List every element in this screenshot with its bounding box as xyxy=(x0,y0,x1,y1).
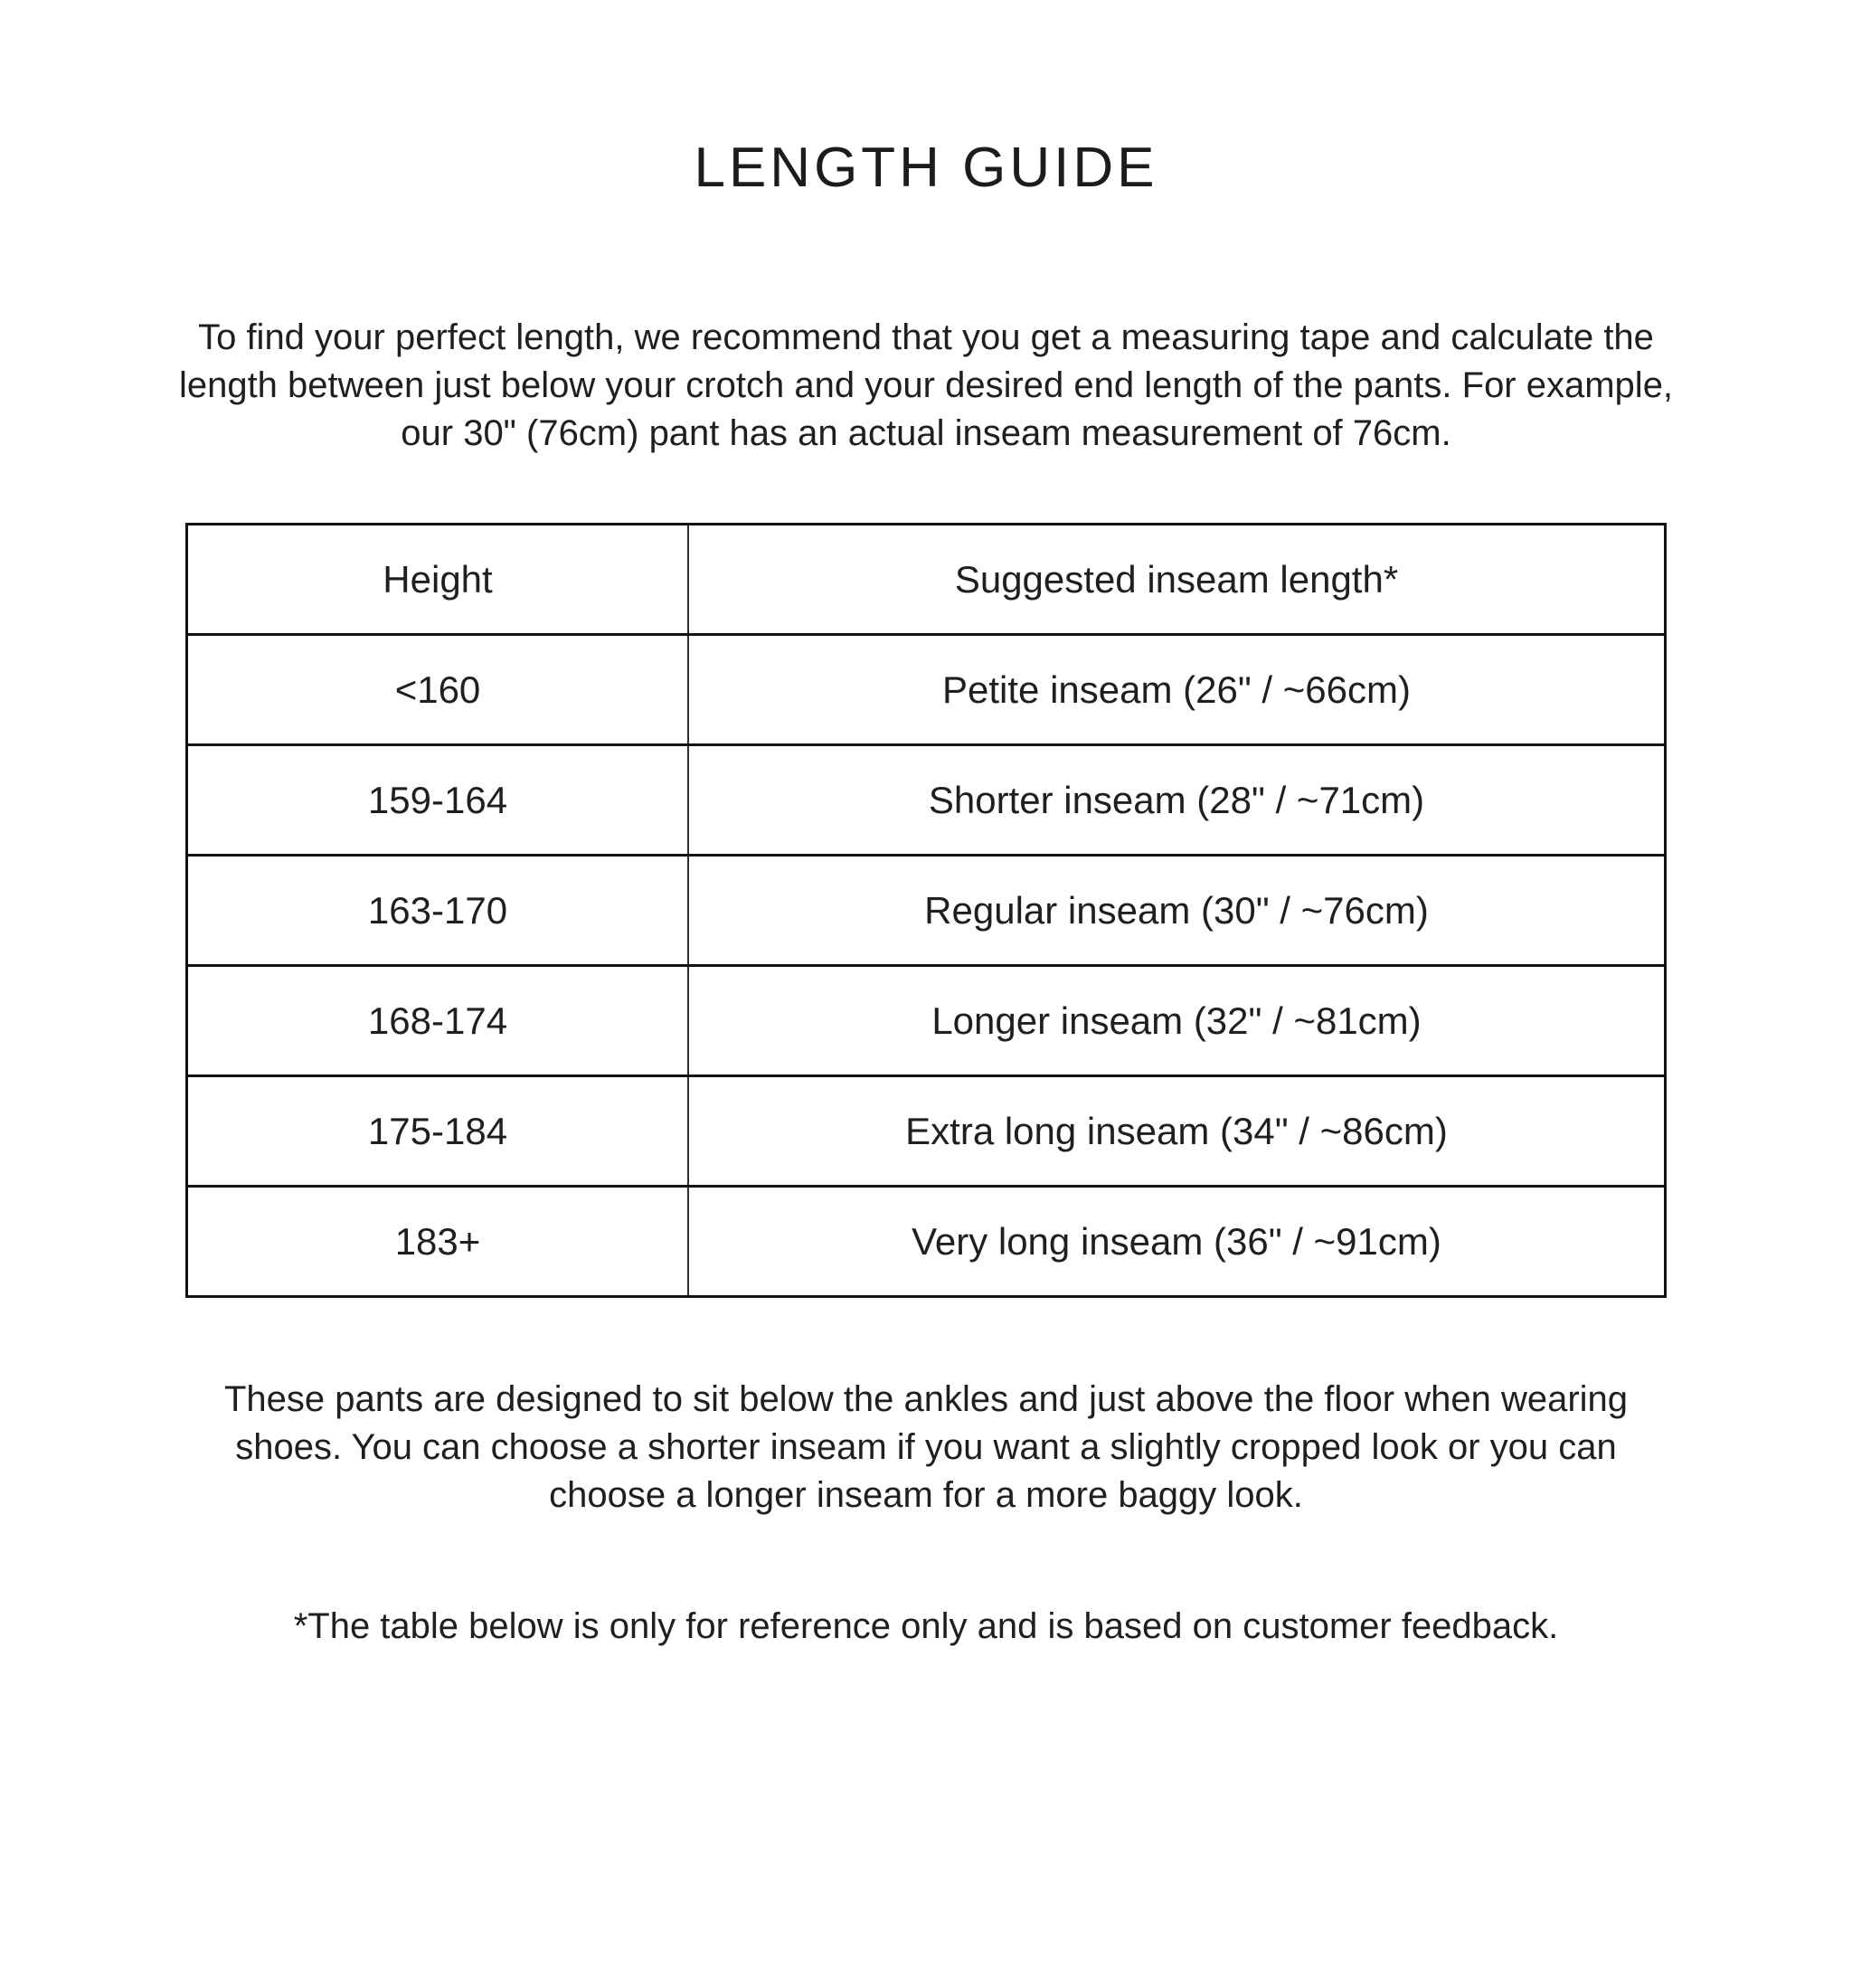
table-header-row xyxy=(187,525,1666,635)
inseam-guide-table xyxy=(185,523,1667,1298)
reference-note: *The table below is only for reference only and is based on customer feedback. xyxy=(293,1606,1559,1647)
inseam-cell: Longer inseam (32" / ~81cm) xyxy=(688,966,1666,1076)
height-cell: 168-174 xyxy=(187,966,689,1076)
height-cell: 159-164 xyxy=(187,745,689,856)
inseam-cell: Shorter inseam (28" / ~71cm) xyxy=(688,745,1666,856)
inseam-cell: Extra long inseam (34" / ~86cm) xyxy=(688,1076,1666,1187)
inseam-cell: Petite inseam (26" / ~66cm) xyxy=(688,635,1666,745)
height-cell: 163-170 xyxy=(187,856,689,966)
inseam-cell: Very long inseam (36" / ~91cm) xyxy=(688,1187,1666,1297)
height-cell: 175-184 xyxy=(187,1076,689,1187)
header-height: Height xyxy=(187,525,689,635)
table-row xyxy=(187,745,1666,856)
header-suggested-inseam: Suggested inseam length* xyxy=(688,525,1666,635)
length-guide-page xyxy=(0,136,1852,1988)
fit-description: These pants are designed to sit below the ankles and just above the floor when wearing shoes. You can choose a shorter inseam if you want a slightly cropped look or you can choose a longer inseam for a more baggy look. xyxy=(223,1379,1629,1516)
height-cell: 183+ xyxy=(187,1187,689,1297)
intro-paragraph: To find your perfect length, we recommend that you get a measuring tape and calculate the length between just below your crotch and your desired end length of the pants. For example, our 30" (76cm) pant has an actual inseam measurement of 76cm. xyxy=(178,317,1674,454)
inseam-cell: Regular inseam (30" / ~76cm) xyxy=(688,856,1666,966)
table-row xyxy=(187,635,1666,745)
table-row xyxy=(187,1187,1666,1297)
page-title: LENGTH GUIDE xyxy=(694,137,1158,199)
table-row xyxy=(187,966,1666,1076)
height-cell: <160 xyxy=(187,635,689,745)
table-row xyxy=(187,856,1666,966)
table-row xyxy=(187,1076,1666,1187)
